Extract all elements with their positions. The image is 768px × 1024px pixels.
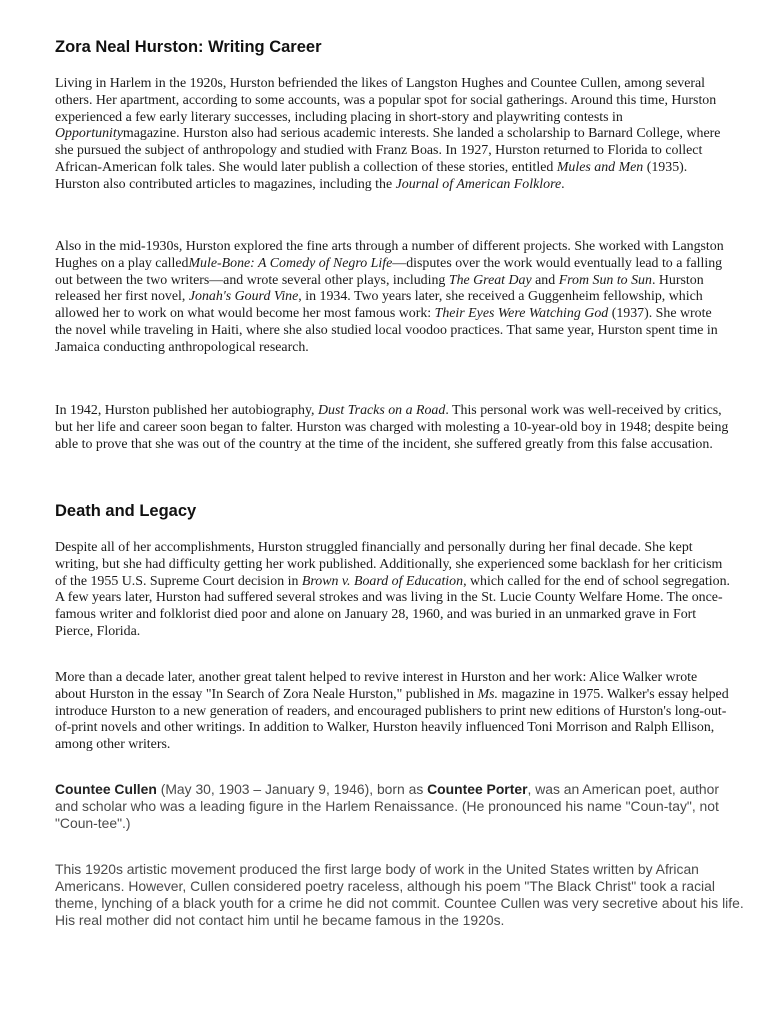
heading-death-legacy: Death and Legacy (55, 502, 197, 520)
title-opportunity: Opportunity (55, 126, 123, 142)
name-countee-porter: Countee Porter (427, 781, 528, 797)
text-run: (May 30, 1903 – January 9, 1946), born as (156, 781, 428, 797)
paragraph-harlem-renaissance: This 1920s artistic movement produced the first large body of work in the United States written by African Americans. However, Cullen considered poetry raceless, although his poem "The Black Christ" took a racial theme, lynching of a black youth for a crime he did not commit. Countee Cullen was very secretive about his life. His real mother did not contact him until he became famous in the 1920s. (55, 861, 744, 928)
paragraph-revival (55, 670, 731, 754)
title-the-great-day: The Great Day (448, 272, 532, 288)
text-run: Living in Harlem in the 1920s, Hurston befriended the likes of Langston Hughes and Countee Cullen, among several others. Her apartment, according to some accounts, was a popular spot for social gatherings. Around this time, Hurston experienced a few early literary successes, including placing in short-story and playwriting contests in (55, 76, 717, 125)
text-run: and (531, 272, 559, 288)
text-run: Despite all of her accomplishments, Hurston struggled financially and personally during her final decade. She kept writing, but she had difficulty getting her work published. Additionally, she experienced some backlash for her criticism of the 1955 U.S. Supreme Court decision in (55, 540, 723, 589)
text-run: , in 1934. Two years later, she received a Guggenheim fellowship, which allowed her to work on what would become her most famous work: (55, 289, 703, 322)
text-run: More than a decade later, another great talent helped to revive interest in Hurston and her work: Alice Walker wrote about Hurston in the essay "In Search of Zora Neale Hurston," published in (55, 670, 698, 702)
paragraph-fine-arts (55, 239, 731, 357)
title-brown-v-board: Brown v. Board of Education (301, 573, 464, 589)
title-dust-tracks: Dust Tracks on a Road (317, 403, 446, 418)
paragraph-harlem (55, 76, 731, 194)
text-run: , which called for the end of school segregation. A few years later, Hurston had suffered several strokes and was living in the St. Lucie County Welfare Home. The once-famous writer and folklorist died poor and alone on January 28, 1960, and was buried in an unmarked grave in Fort Pierce, Florida. (55, 573, 730, 639)
text-run: —disputes over the work would eventually lead to a falling out between the two writers—and wrote several other plays, including (55, 255, 723, 288)
paragraph-final-decade (55, 540, 731, 641)
text-run: . This personal work was well-received by critics, but her life and career soon began to falter. Hurston was charged with molesting a 10-year-old boy in 1948; despite being able to prove that she was out of the country at the time of the incident, she suffered greatly from this false accusation. (55, 403, 729, 452)
text-run: (1935). Hurston also contributed articles to magazines, including the (55, 159, 688, 192)
name-countee-cullen: Countee Cullen (55, 781, 157, 797)
text-run: Also in the mid-1930s, Hurston explored the fine arts through a number of different projects. She worked with Langston Hughes on a play called (55, 239, 724, 271)
text-run: magazine. Hurston also had serious academic interests. She landed a scholarship to Barnard College, where she pursued the subject of anthropology and studied with Franz Boas. In 1927, Hurston returned to Florida to collect African-American folk tales. She would later publish a collection of these stories, entitled (55, 126, 721, 175)
paragraph-countee-cullen (55, 781, 745, 832)
title-from-sun-to-sun: From Sun to Sun (558, 272, 652, 288)
title-journal-folklore: Journal of American Folklore (395, 176, 562, 192)
text-run: In 1942, Hurston published her autobiography, (55, 403, 318, 418)
title-mule-bone: Mule-Bone: A Comedy of Negro Life (188, 255, 393, 271)
paragraph-autobiography (55, 403, 731, 453)
title-ms: Ms. (477, 686, 499, 702)
text-run: . Hurston released her first novel, (55, 272, 704, 305)
text-run: (1937). She wrote the novel while traveling in Haiti, where she also studied local voodoo practices. That same year, Hurston spent time in Jamaica conducting anthropological research. (55, 306, 718, 355)
title-mules-and-men: Mules and Men (556, 159, 644, 175)
title-their-eyes: Their Eyes Were Watching God (434, 306, 609, 322)
text-run: , was an American poet, author and scholar who was a leading figure in the Harlem Renaissance. (He pronounced his name "Coun-tay", not "Coun-tee".) (55, 781, 719, 831)
text-run: . (561, 176, 565, 192)
heading-writing-career: Zora Neal Hurston: Writing Career (55, 38, 322, 56)
title-jonahs-gourd-vine: Jonah's Gourd Vine (188, 289, 299, 305)
text-run: magazine in 1975. Walker's essay helped introduce Hurston to a new generation of readers, and encouraged publishers to print new editions of Hurston's long-out-of-print novels and other writings. In addition to Walker, Hurston heavily influenced Toni Morrison and Ralph Ellison, among other writers. (55, 686, 729, 753)
